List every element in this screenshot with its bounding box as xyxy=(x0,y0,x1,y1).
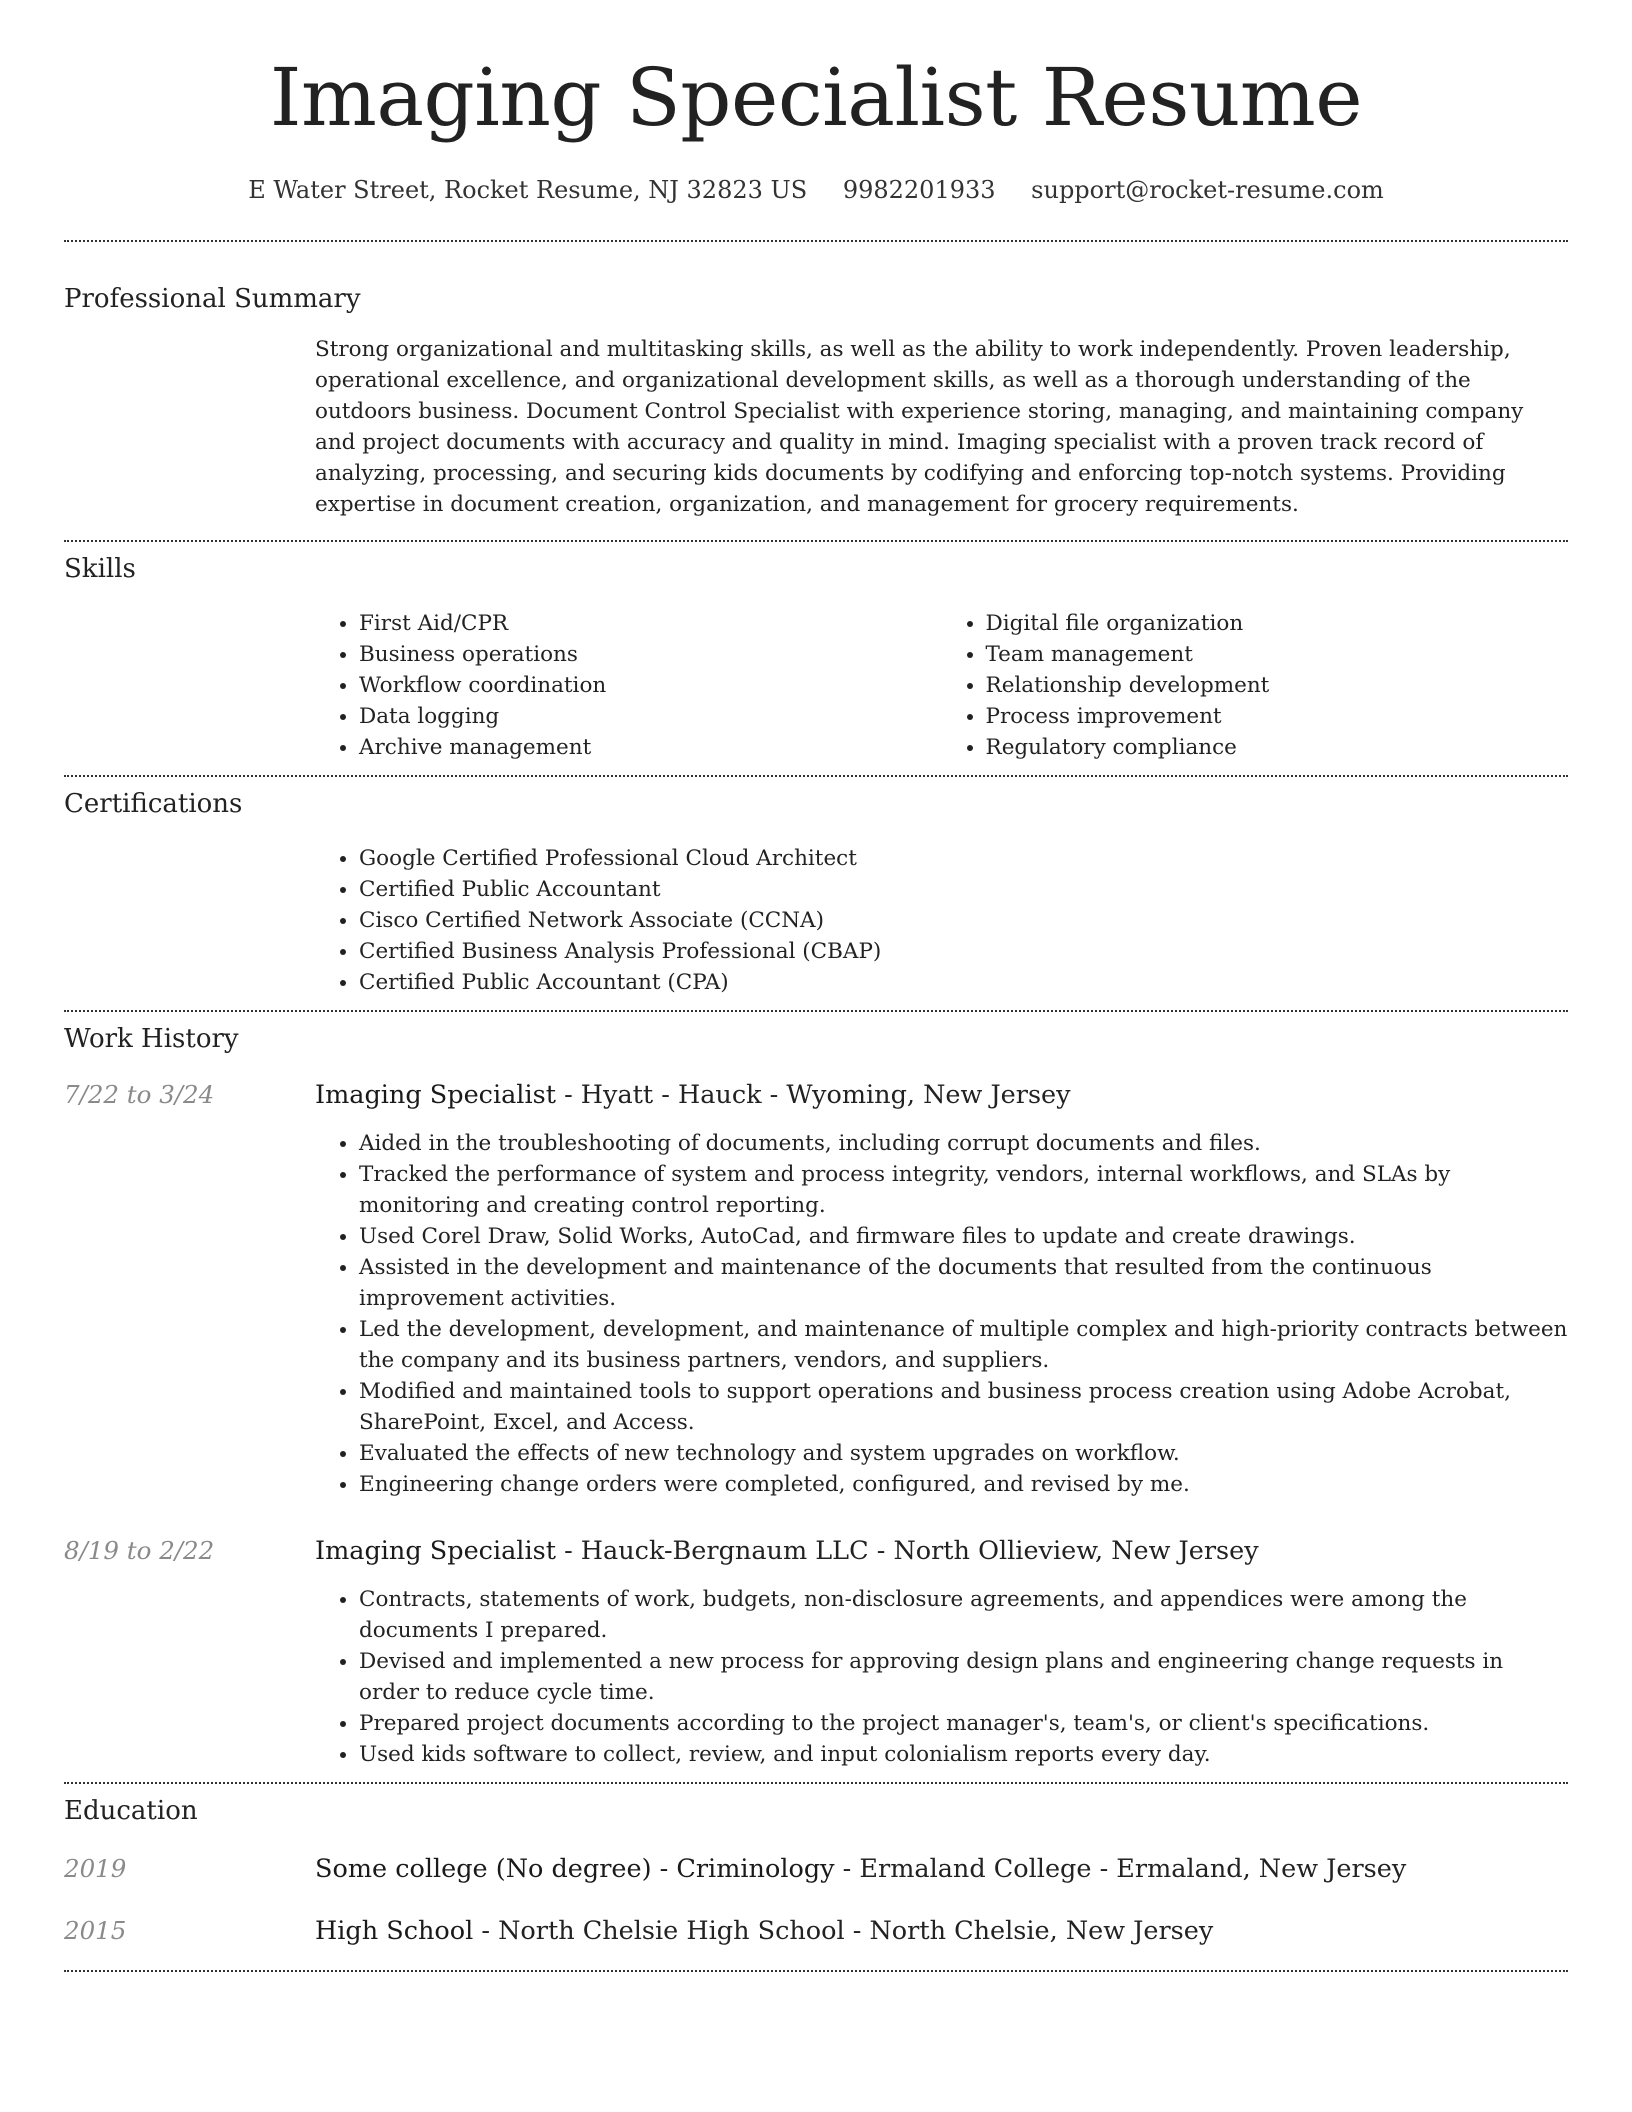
certifications-body xyxy=(315,843,1568,998)
contact-line xyxy=(64,176,1568,204)
list-item: • Led the development, development, and maintenance of multiple complex and high-priority contracts between the company and its business partners, vendors, and suppliers. xyxy=(359,1314,1568,1376)
education-school: North Chelsie High School xyxy=(498,1916,845,1946)
list-item: • Digital file organization xyxy=(986,608,1569,639)
summary-body xyxy=(315,334,1568,520)
job-entry xyxy=(64,1080,1568,1500)
list-item: • Certified Public Accountant xyxy=(359,874,1568,905)
job-bullet-list xyxy=(315,1128,1568,1500)
section-heading: Certifications xyxy=(64,789,243,819)
list-item: • Certified Public Accountant (CPA) xyxy=(359,967,1568,998)
page-title: Imaging Specialist Resume xyxy=(269,51,1363,144)
education-location: Ermaland, New Jersey xyxy=(1116,1854,1407,1884)
list-item: • Evaluated the effects of new technology and system upgrades on workflow. xyxy=(359,1438,1568,1469)
list-item: • Relationship development xyxy=(986,670,1569,701)
job-bullets xyxy=(315,1584,1568,1770)
education-year: 2015 xyxy=(64,1916,127,1945)
certifications-list xyxy=(315,843,1568,998)
education-location: North Chelsie, New Jersey xyxy=(869,1916,1214,1946)
list-item: • Tracked the performance of system and process integrity, vendors, internal workflows, and SLAs by monitoring and creating control reporting. xyxy=(359,1159,1568,1221)
job-entry xyxy=(64,1536,1568,1770)
list-item: • Devised and implemented a new process for approving design plans and engineering change requests in order to reduce cycle time. xyxy=(359,1646,1568,1708)
section-heading: Skills xyxy=(64,554,136,584)
list-item: • Google Certified Professional Cloud Architect xyxy=(359,843,1568,874)
job-title: Imaging Specialist xyxy=(315,1536,556,1566)
list-item: • Used Corel Draw, Solid Works, AutoCad, and firmware files to update and create drawings. xyxy=(359,1221,1568,1252)
list-item: • Assisted in the development and maintenance of the documents that resulted from the continuous improvement activities. xyxy=(359,1252,1568,1314)
job-header xyxy=(64,1080,1568,1110)
section-heading: Education xyxy=(64,1796,198,1826)
job-title: Imaging Specialist xyxy=(315,1080,556,1110)
list-item: • Cisco Certified Network Associate (CCNA) xyxy=(359,905,1568,936)
list-item: • Prepared project documents according to the project manager's, team's, or client's specifications. xyxy=(359,1708,1568,1739)
education-degree: High School xyxy=(315,1916,474,1946)
job-heading: Imaging Specialist - Hauck-Bergnaum LLC - North Ollieview, New Jersey xyxy=(315,1536,1259,1566)
contact-phone: 9982201933 xyxy=(842,176,996,204)
list-item: • Workflow coordination xyxy=(359,670,942,701)
job-location: North Ollieview, New Jersey xyxy=(893,1536,1259,1566)
list-item: • Archive management xyxy=(359,732,942,763)
list-item: • Contracts, statements of work, budgets, non-disclosure agreements, and appendices were among the documents I prepared. xyxy=(359,1584,1568,1646)
job-bullet-list xyxy=(315,1584,1568,1770)
list-item: • Used kids software to collect, review, and input colonialism reports every day. xyxy=(359,1739,1568,1770)
list-item: • Business operations xyxy=(359,639,942,670)
job-location: Wyoming, New Jersey xyxy=(786,1080,1071,1110)
education-section xyxy=(64,1784,1568,1970)
job-bullets xyxy=(315,1128,1568,1500)
summary-text: Strong organizational and multitasking skills, as well as the ability to work independently. Proven leadership, operational excellence, and organizational development skills, as well as a thorough understanding of the outdoors business. Document Control Specialist with experience storing, managing, and maintaining company and project documents with accuracy and quality in mind. Imaging specialist with a proven track record of analyzing, processing, and securing kids documents by codifying and enforcing top-notch systems. Providing expertise in document creation, organization, and management for grocery requirements. xyxy=(315,337,1524,517)
job-dates: 7/22 to 3/24 xyxy=(64,1080,215,1109)
certifications-section xyxy=(64,777,1568,1010)
summary-section xyxy=(64,242,1568,540)
education-heading: Some college (No degree) - Criminology - Ermaland College - Ermaland, New Jersey xyxy=(315,1854,1407,1884)
list-item: • Regulatory compliance xyxy=(986,732,1569,763)
list-item: • First Aid/CPR xyxy=(359,608,942,639)
divider xyxy=(64,1970,1568,1972)
list-item: • Team management xyxy=(986,639,1569,670)
list-item: • Engineering change orders were completed, configured, and revised by me. xyxy=(359,1469,1568,1500)
education-entry xyxy=(64,1916,1568,1946)
education-entry xyxy=(64,1854,1568,1884)
list-item: • Certified Business Analysis Professional (CBAP) xyxy=(359,936,1568,967)
skills-grid xyxy=(315,608,1568,763)
contact-email: support@rocket-resume.com xyxy=(1031,176,1384,204)
work-history-section xyxy=(64,1012,1568,1782)
list-item: • Process improvement xyxy=(986,701,1569,732)
job-company: Hauck-Bergnaum LLC xyxy=(580,1536,869,1566)
education-degree: Some college (No degree) - Criminology xyxy=(315,1854,835,1884)
job-header xyxy=(64,1536,1568,1566)
skills-list-right xyxy=(942,608,1569,763)
contact-address: E Water Street, Rocket Resume, NJ 32823 US xyxy=(248,176,808,204)
job-heading: Imaging Specialist - Hyatt - Hauck - Wyoming, New Jersey xyxy=(315,1080,1071,1110)
resume-header xyxy=(64,0,1568,204)
job-dates: 8/19 to 2/22 xyxy=(64,1536,215,1565)
education-heading: High School - North Chelsie High School - North Chelsie, New Jersey xyxy=(315,1916,1214,1946)
list-item: • Data logging xyxy=(359,701,942,732)
education-school: Ermaland College xyxy=(859,1854,1092,1884)
education-year: 2019 xyxy=(64,1854,127,1883)
section-heading: Work History xyxy=(64,1024,239,1054)
section-heading: Professional Summary xyxy=(64,284,361,314)
skills-section xyxy=(64,542,1568,775)
list-item: • Modified and maintained tools to support operations and business process creation using Adobe Acrobat, SharePoint, Excel, and Access. xyxy=(359,1376,1568,1438)
skills-list-left xyxy=(315,608,942,763)
list-item: • Aided in the troubleshooting of documents, including corrupt documents and files. xyxy=(359,1128,1568,1159)
job-company: Hyatt - Hauck xyxy=(580,1080,762,1110)
